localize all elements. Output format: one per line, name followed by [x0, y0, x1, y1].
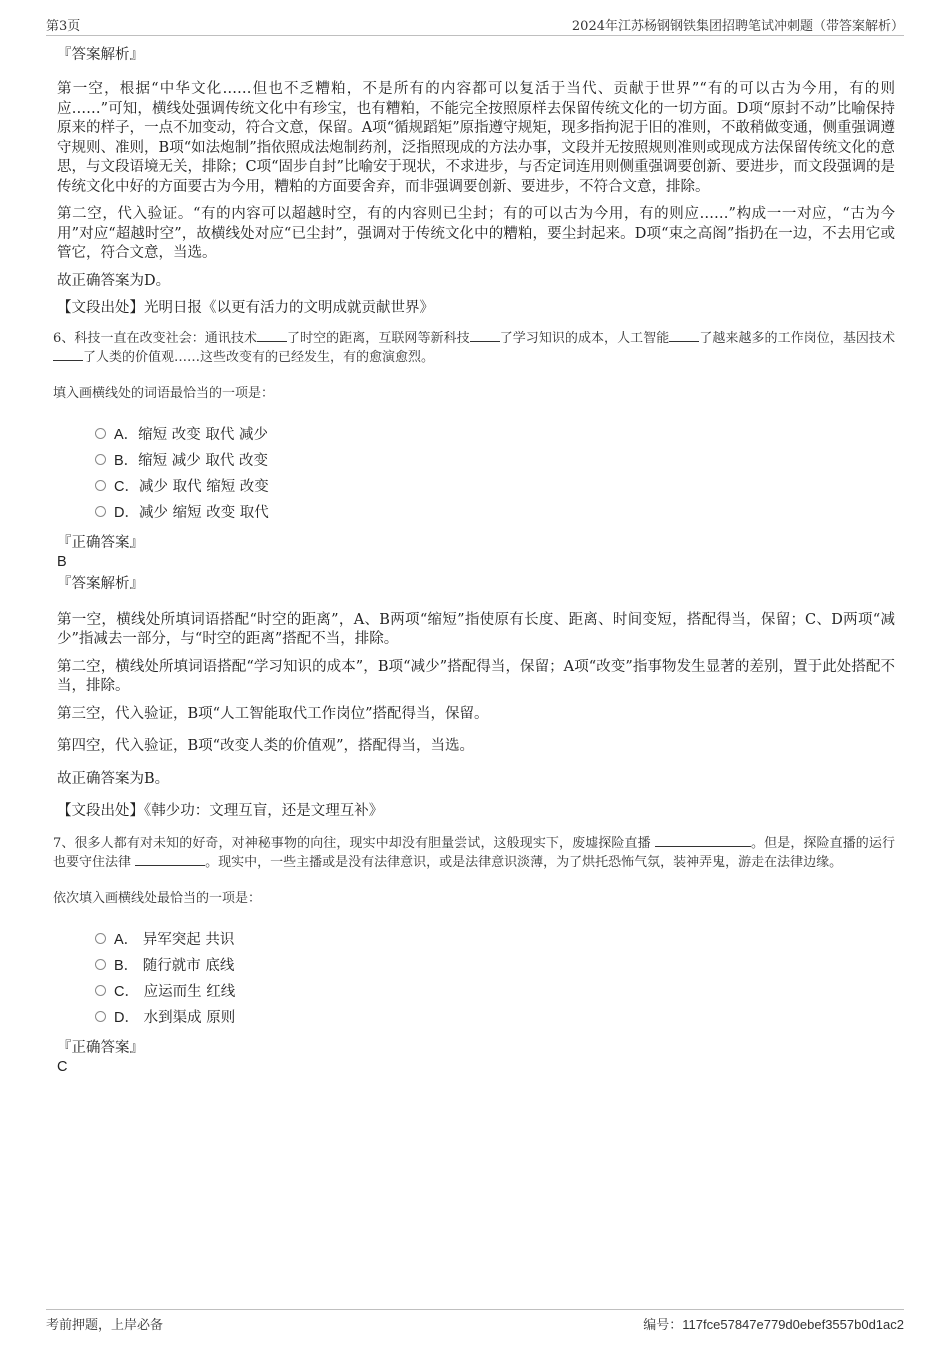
correct-answer: C — [57, 1058, 68, 1075]
analysis-paragraph: 第一空，根据“中华文化……但也不乏糟粕，不是所有的内容都可以复活于当代、贡献于世界”“有的可以古为今用，有的则应……”可知，横线处强调传统文化中有珍宝，也有糟粕，不能完全按照原样去保留传统文化的一切方面。D项“原封不动”比喻保持原来的样子，一点不加变动，符合文意，保留。A项“循规蹈矩”原指遵守规矩，现多指拘泥于旧的准则，不敢稍做变通，侧重强调遵守规则、准则，B项“如法炮制”指依照成法炮制药剂，泛指照现成的方法办事，文段并无按照规则准则或现成方法保留传统文化的意思，与文段语境无关，排除；C项“固步自封”比喻安于现状，不求进步，与否定词连用则侧重强调要创新、要进步，而文段强调的是传统文化中好的方面要古为今用，糟粕的方面要舍弃，而非强调要创新、要进步，不符合文意，排除。 — [57, 81, 895, 195]
radio-icon[interactable] — [95, 480, 106, 491]
option-b[interactable]: B．缩短 减少 取代 改变 — [95, 448, 895, 474]
analysis-heading: 『答案解析』 — [57, 47, 144, 63]
fill-blank — [655, 834, 751, 847]
document-body — [53, 46, 895, 1080]
analysis-paragraph: 第一空，横线处所填词语搭配“时空的距离”，A、B两项“缩短”指使原有长度、距离、时间变短，搭配得当，保留；C、D两项“减少”指减去一部分，与“时空的距离”搭配不当，排除。 — [57, 611, 895, 647]
radio-icon[interactable] — [95, 506, 106, 517]
analysis-paragraph: 第四空，代入验证，B项“改变人类的价值观”，搭配得当，当选。 — [57, 738, 474, 754]
radio-icon[interactable] — [95, 428, 106, 439]
option-list — [95, 422, 895, 526]
document-title: 2024年江苏杨钢钢铁集团招聘笔试冲刺题（带答案解析） — [571, 19, 904, 34]
question-stem: 6、科技一直在改变社会：通讯技术 了时空的距离，互联网等新科技 了学习知识的成本，人工智能 了越来越多的工作岗位，基因技术了人类的价值观……这些改变有的已经发生，有的愈演愈烈。 — [53, 330, 895, 365]
option-c[interactable]: C．减少 取代 缩短 改变 — [95, 474, 895, 500]
source-citation: 【文段出处】《韩少功：文理互盲，还是文理互补》 — [57, 803, 384, 819]
document-code: 编号：117fce57847e779d0ebef3557b0d1ac2 — [643, 1317, 904, 1333]
answer-heading: 『正确答案』 — [57, 1039, 144, 1056]
option-a[interactable]: A． 异军突起 共识 — [95, 927, 895, 953]
radio-icon[interactable] — [95, 454, 106, 465]
fill-blank — [53, 348, 83, 361]
correct-answer: B — [57, 553, 67, 570]
option-c[interactable]: C． 应运而生 红线 — [95, 979, 895, 1005]
analysis-paragraph: 第三空，代入验证，B项“人工智能取代工作岗位”搭配得当，保留。 — [57, 705, 489, 722]
analysis-paragraph: 第二空，横线处所填词语搭配“学习知识的成本”，B项“减少”搭配得当，保留；A项“改变”指事物发生显著的差别，置于此处搭配不当，排除。 — [57, 658, 895, 694]
page-header — [46, 13, 904, 36]
option-d[interactable]: D．减少 缩短 改变 取代 — [95, 500, 895, 526]
option-a[interactable]: A．缩短 改变 取代 减少 — [95, 422, 895, 448]
analysis-heading: 『答案解析』 — [57, 575, 144, 592]
option-d[interactable]: D． 水到渠成 原则 — [95, 1005, 895, 1031]
conclusion: 故正确答案为B。 — [57, 770, 170, 787]
fill-blank — [257, 329, 287, 342]
fill-blank — [135, 853, 205, 866]
fill-blank — [669, 329, 699, 342]
radio-icon[interactable] — [95, 985, 106, 996]
analysis-paragraph: 第二空，代入验证。“有的内容可以超越时空，有的内容则已尘封；有的可以古为今用，有的则应……”构成一一对应，“古为今用”对应“超越时空”，故横线处对应“已尘封”，强调对于传统文化中的糟粕，要尘封起来。D项“束之高阁”指扔在一边，不去用它或管它，符合文意，当选。 — [57, 206, 895, 261]
question-prompt: 填入画横线处的词语最恰当的一项是： — [53, 385, 275, 401]
page-footer — [46, 1309, 904, 1334]
radio-icon[interactable] — [95, 933, 106, 944]
question-prompt: 依次填入画横线处最恰当的一项是： — [53, 890, 262, 906]
source-citation: 【文段出处】光明日报《以更有活力的文明成就贡献世界》 — [57, 300, 434, 316]
option-b[interactable]: B． 随行就市 底线 — [95, 953, 895, 979]
footer-slogan: 考前押题，上岸必备 — [46, 1318, 164, 1333]
answer-heading: 『正确答案』 — [57, 534, 144, 551]
conclusion: 故正确答案为D。 — [57, 272, 171, 289]
page-number: 第3页 — [46, 19, 81, 34]
radio-icon[interactable] — [95, 1011, 106, 1022]
option-list — [95, 927, 895, 1031]
question-stem: 7、很多人都有对未知的好奇，对神秘事物的向往，现实中却没有胆量尝试，这般现实下，废墟探险直播 。但是，探险直播的运行也要守住法律 。现实中，一些主播或是没有法律意识，或是法律意识淡薄，为了烘托恐怖气氛，装神弄鬼，游走在法律边缘。 — [53, 835, 895, 870]
fill-blank — [470, 329, 500, 342]
radio-icon[interactable] — [95, 959, 106, 970]
